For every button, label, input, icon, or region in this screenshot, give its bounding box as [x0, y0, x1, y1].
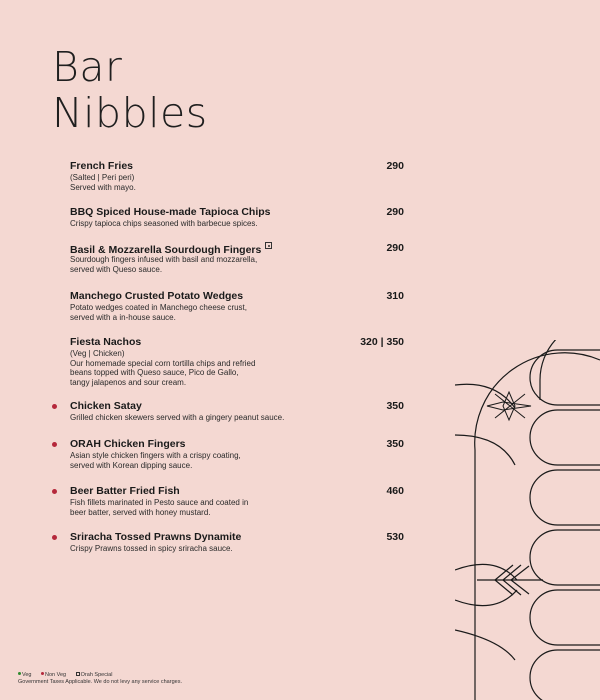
desc-line: Grilled chicken skewers served with a gingery peanut sauce.: [70, 413, 285, 422]
orah-special-legend-icon: [76, 672, 80, 676]
item-description: [70, 349, 320, 387]
desc-line: beans topped with Queso sauce, Pico de Gallo,: [70, 368, 239, 378]
legend: [18, 672, 182, 686]
item-name: Manchego Crusted Potato Wedges: [70, 290, 244, 302]
title-line-2: Nibbles: [52, 89, 208, 137]
nonveg-indicator-icon: [52, 489, 57, 494]
item-description: [70, 303, 320, 322]
veg-indicator-icon: [52, 164, 57, 169]
desc-line: beer batter, served with honey mustard.: [70, 507, 211, 517]
item-price: 320 | 350: [360, 336, 404, 348]
veg-indicator-icon: [52, 294, 57, 299]
item-name: BBQ Spiced House-made Tapioca Chips: [70, 206, 271, 218]
item-price: 350: [386, 438, 404, 450]
item-description: [70, 544, 320, 554]
item-name: Beer Batter Fried Fish: [70, 485, 180, 497]
item-name-text: Basil & Mozzarella Sourdough Fingers: [70, 244, 262, 256]
item-price: 310: [386, 290, 404, 302]
item-name: French Fries: [70, 160, 134, 172]
item-price: 460: [386, 485, 404, 497]
desc-line: (Salted | Peri peri): [70, 173, 135, 182]
nonveg-indicator-icon: [52, 404, 57, 409]
item-description: [70, 173, 320, 192]
legend-veg-label: Veg: [22, 672, 32, 678]
desc-line: tangy jalapenos and sour cream.: [70, 377, 187, 387]
item-description: [70, 413, 320, 423]
item-description: [70, 219, 320, 229]
item-description: [70, 498, 320, 517]
desc-line: (Veg | Chicken): [70, 349, 125, 358]
item-name: Fiesta Nachos: [70, 336, 142, 348]
legend-special-label: Orah Special: [80, 672, 113, 678]
item-price: 290: [386, 206, 404, 218]
sparkle-icon: [487, 392, 531, 420]
nonveg-indicator-icon: [52, 442, 57, 447]
item-price: 350: [386, 400, 404, 412]
item-name: Chicken Satay: [70, 400, 142, 412]
desc-line: Our homemade special corn tortilla chips and refried: [70, 358, 256, 368]
nonveg-indicator-icon: [52, 535, 57, 540]
desc-line: served with Queso sauce.: [70, 264, 163, 274]
desc-line: Crispy tapioca chips seasoned with barbecue spices.: [70, 219, 258, 228]
tax-note: Government Taxes Applicable. We do not levy any service charges.: [18, 679, 182, 685]
legend-row: [18, 672, 182, 679]
legend-nonveg-label: Non Veg: [45, 672, 67, 678]
desc-line: served with Korean dipping sauce.: [70, 460, 193, 470]
item-price: 290: [386, 160, 404, 172]
desc-line: Sourdough fingers infused with basil and mozzarella,: [70, 255, 258, 264]
veg-legend-icon: [18, 672, 21, 675]
veg-indicator-icon: [52, 210, 57, 215]
item-name: [70, 242, 272, 256]
desc-line: Crispy Prawns tossed in spicy sriracha sauce.: [70, 544, 233, 553]
desc-line: served with a in-house sauce.: [70, 312, 176, 322]
item-name: Sriracha Tossed Prawns Dynamite: [70, 531, 242, 543]
desc-line: Potato wedges coated in Manchego cheese crust,: [70, 303, 247, 312]
item-price: 530: [386, 531, 404, 543]
item-description: [70, 255, 320, 274]
desc-line: Fish fillets marinated in Pesto sauce and coated in: [70, 498, 249, 507]
veg-indicator-icon: [52, 246, 57, 251]
desc-line: Served with mayo.: [70, 182, 136, 192]
item-price: 290: [386, 242, 404, 254]
orah-special-icon: [265, 242, 272, 249]
item-description: [70, 451, 320, 470]
decorative-arches-art: [455, 340, 600, 700]
item-name: ORAH Chicken Fingers: [70, 438, 186, 450]
nonveg-legend-icon: [41, 672, 44, 675]
desc-line: Asian style chicken fingers with a crispy coating,: [70, 451, 241, 460]
title-line-1: Bar: [52, 43, 123, 91]
